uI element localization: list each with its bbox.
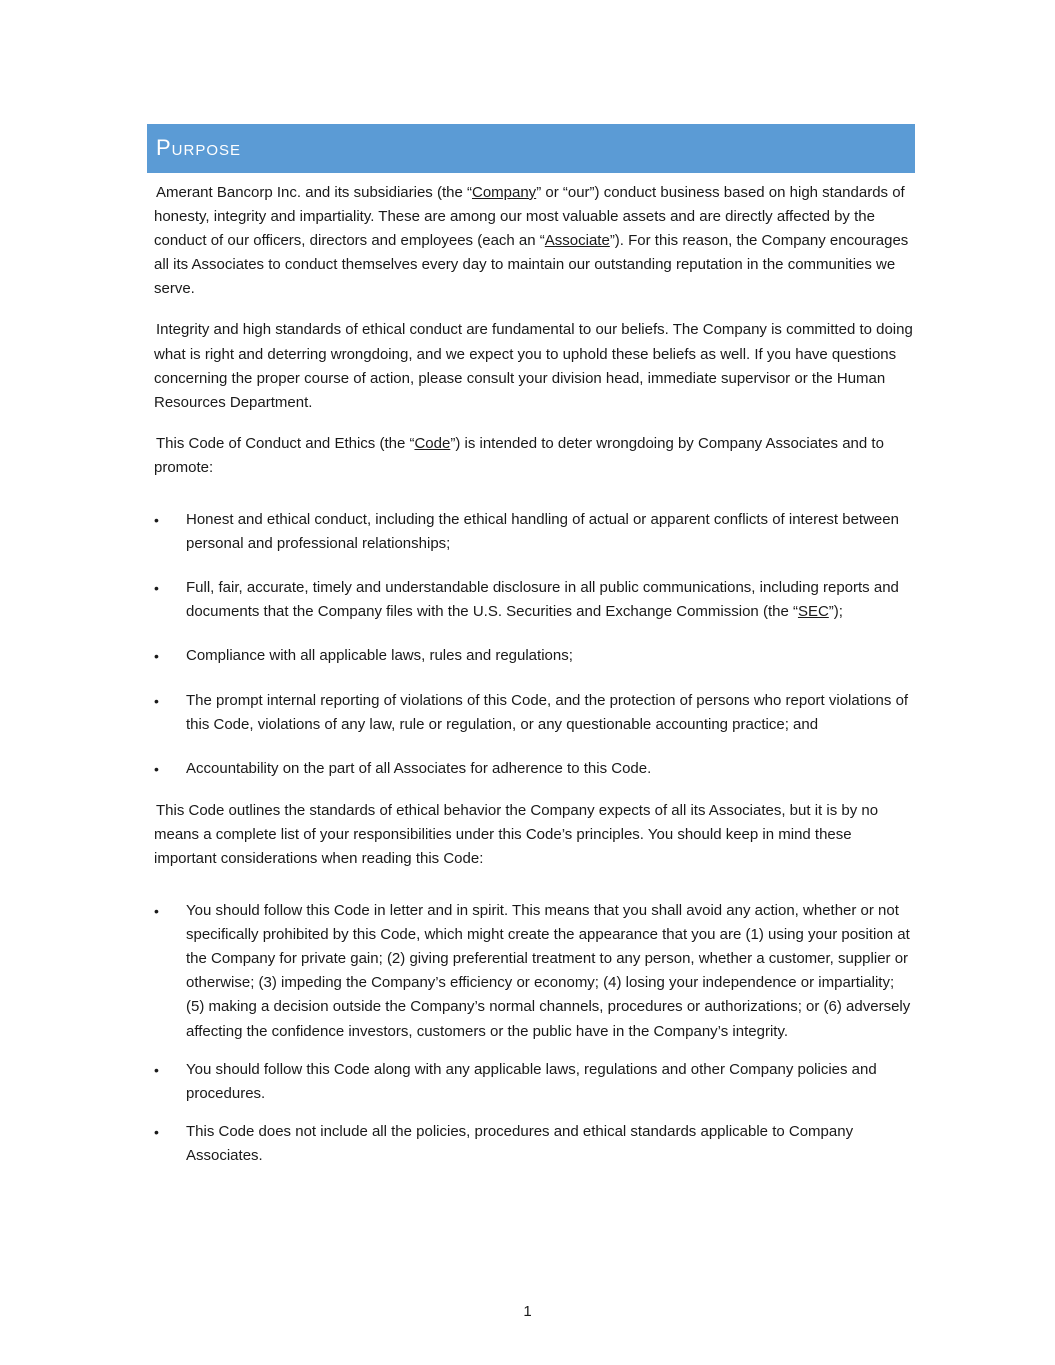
- list-item: [154, 757, 914, 781]
- bullet-icon: •: [154, 512, 159, 529]
- paragraph-considerations: [154, 799, 914, 871]
- list-item: [154, 899, 914, 1044]
- section-header-band: [147, 124, 915, 173]
- paragraph-intro-part2: ” or “our”) conduct business based on high standards of honesty, integrity and impartiality. These are among our most valuable assets and are directly affected by the conduct of our officers, directors and employees (each an “: [154, 184, 905, 250]
- bullet-icon: •: [154, 692, 159, 709]
- bullet-icon: •: [154, 648, 159, 665]
- bullet-icon: •: [154, 1123, 159, 1140]
- paragraph-code-purpose: [154, 432, 914, 480]
- paragraph-integrity: [154, 318, 914, 414]
- paragraph-intro-part1: Amerant Bancorp Inc. and its subsidiaries (the “: [156, 184, 472, 201]
- defined-term-associate: Associate: [544, 232, 610, 250]
- paragraph-intro-part3: ”). For this reason, the Company encourages all its Associates to conduct themselves every day to maintain our outstanding reputation in the communities we serve.: [154, 232, 909, 298]
- defined-term-code: Code: [414, 434, 451, 452]
- list-item-text: You should follow this Code in letter and in spirit. This means that you shall avoid any action, whether or not specifically prohibited by this Code, which might create the appearance that you are (1) using your position at the Company for private gain; (2) giving preferential treatment to any person, whether a customer, supplier or otherwise; (3) impeding the Company’s efficiency or economy; (4) losing your independence or impartiality; (5) making a decision outside the Company’s normal channels, procedures or authorizations; or (6) adversely affecting the confidence investors, customers or the public have in the Company’s integrity.: [186, 902, 911, 1040]
- list-item-text: Honest and ethical conduct, including the ethical handling of actual or apparent conflicts of interest between personal and professional relationships;: [186, 511, 899, 553]
- bullet-icon: •: [154, 903, 159, 920]
- list-item-text-part2: ”);: [828, 603, 843, 621]
- paragraph-integrity-text: Integrity and high standards of ethical conduct are fundamental to our beliefs. The Company is committed to doing what is right and deterring wrongdoing, and we expect you to uphold these beliefs as well. If you have questions concerning the proper course of action, please consult your division head, immediate supervisor or the Human Resources Department.: [154, 321, 913, 411]
- defined-term-company: Company: [471, 184, 537, 201]
- bullet-icon: •: [154, 1061, 159, 1078]
- document-body: [154, 181, 914, 1182]
- paragraph-code-part2: ”) is intended to deter wrongdoing by Company Associates and to promote:: [154, 434, 884, 476]
- list-item: [154, 1058, 914, 1106]
- page-number: 1: [523, 1303, 532, 1320]
- list-item-text: The prompt internal reporting of violations of this Code, and the protection of persons who report violations of this Code, violations of any law, rule or regulation, or any questionable accounting practice; and: [186, 691, 909, 733]
- bullet-icon: •: [154, 760, 159, 777]
- list-item-text: You should follow this Code along with any applicable laws, regulations and other Company policies and procedures.: [186, 1060, 877, 1102]
- list-item-text: Accountability on the part of all Associates for adherence to this Code.: [186, 759, 652, 777]
- list-item-text: Compliance with all applicable laws, rules and regulations;: [186, 647, 573, 665]
- list-item: [154, 1120, 914, 1168]
- list-item: [154, 508, 914, 556]
- list-item-text: This Code does not include all the policies, procedures and ethical standards applicable to Company Associates.: [186, 1122, 854, 1164]
- list-item: [154, 576, 914, 624]
- paragraph-intro: [154, 181, 914, 301]
- section-title: Purpose: [156, 135, 242, 160]
- paragraph-code-part1: This Code of Conduct and Ethics (the “: [156, 434, 415, 452]
- promote-list: [154, 508, 914, 781]
- list-item: [154, 689, 914, 737]
- defined-term-sec: SEC: [797, 603, 829, 621]
- list-item: [154, 644, 914, 668]
- bullet-icon: •: [154, 580, 159, 597]
- list-item-text-part1: Full, fair, accurate, timely and understandable disclosure in all public communications, including reports and documents that the Company files with the U.S. Securities and Exchange Commission (the “: [186, 579, 899, 621]
- considerations-list: [154, 899, 914, 1168]
- paragraph-considerations-text: This Code outlines the standards of ethical behavior the Company expects of all its Associates, but it is by no means a complete list of your responsibilities under this Code’s principles. You should keep in mind these important considerations when reading this Code:: [154, 801, 879, 867]
